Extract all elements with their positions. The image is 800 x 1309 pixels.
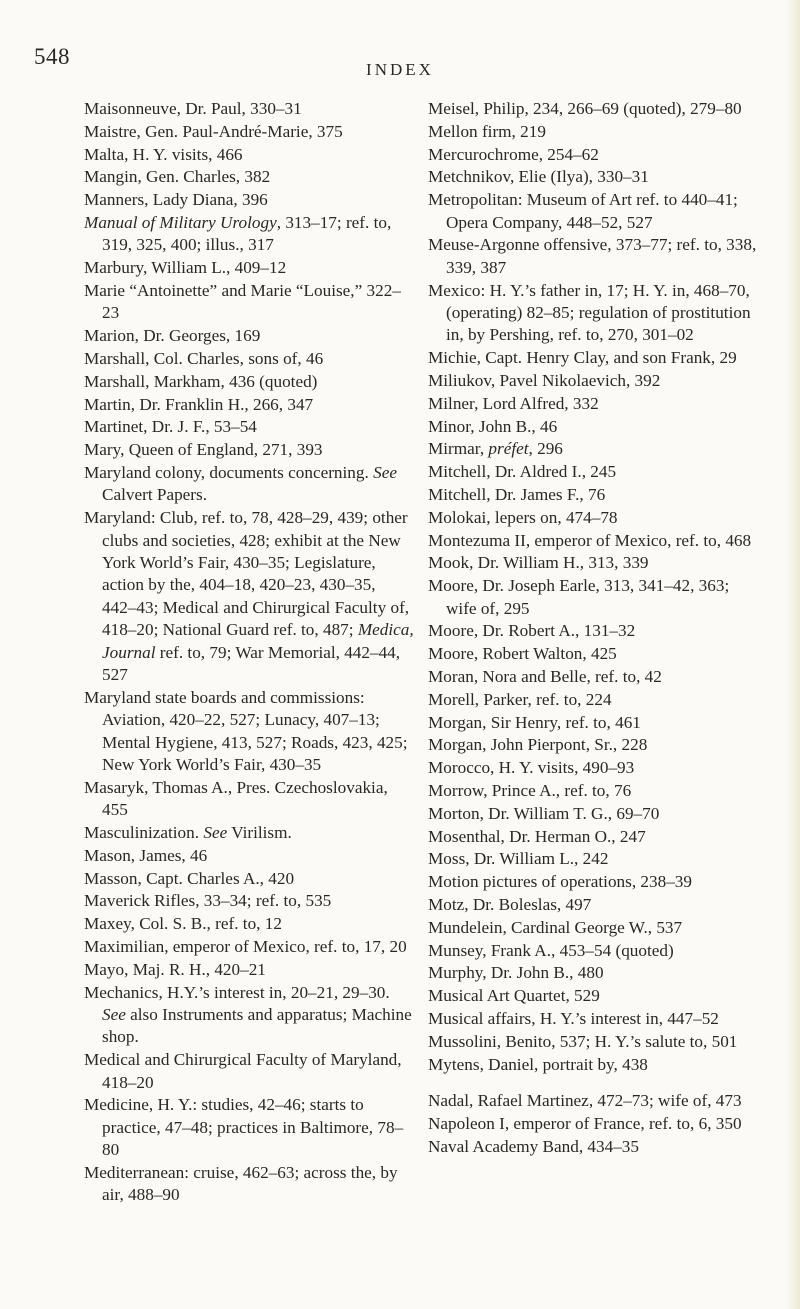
index-entry-text: Mirmar, (428, 439, 489, 459)
index-entry-text: Maryland: Club, ref. to, 78, 428–29, 439; other clubs and societies, 428; exhibit at the New York World’s Fair, 430–35; Legislature, action by the, 404–18, 420–23, 430–35, 442–43; Medical and Chirurgical Faculty of, 418–20; National Guard ref. to, 487; (84, 508, 410, 640)
index-entry (84, 936, 414, 958)
index-entry-text: Mellon firm, 219 (428, 121, 546, 141)
index-entry (428, 121, 760, 143)
index-entry (84, 777, 414, 822)
index-entry-text: Maximilian, emperor of Mexico, ref. to, 17, 20 (84, 937, 407, 957)
index-entry (428, 826, 760, 848)
index-entry (84, 166, 414, 188)
index-entry-text: Mitchell, Dr. James F., 76 (428, 484, 606, 504)
index-entry (84, 144, 414, 166)
index-entry-text: Milner, Lord Alfred, 332 (428, 393, 599, 413)
index-entry (84, 1162, 414, 1207)
page-number: 548 (34, 44, 70, 69)
index-entry (84, 868, 414, 890)
index-entry (428, 1090, 760, 1112)
index-entry-text: Naval Academy Band, 434–35 (428, 1136, 639, 1156)
index-entry-text: , 296 (528, 439, 563, 459)
index-entry-text: Masaryk, Thomas A., Pres. Czechoslovakia, 455 (84, 777, 388, 820)
index-entry (428, 1136, 760, 1158)
index-entry-text: Mary, Queen of England, 271, 393 (84, 440, 323, 460)
index-entry-italic-text: Manual of Military Urology (84, 212, 277, 232)
index-entry-text: also Instruments and apparatus; Machine shop. (102, 1005, 412, 1047)
index-entry-text: Morton, Dr. William T. G., 69–70 (428, 803, 660, 823)
index-entry-text: Martinet, Dr. J. F., 53–54 (84, 417, 257, 437)
index-entry-text: Moran, Nora and Belle, ref. to, 42 (428, 666, 662, 686)
index-column-right (428, 98, 760, 1159)
index-entry (84, 687, 414, 777)
index-column-left (84, 98, 414, 1207)
index-entry (428, 712, 760, 734)
index-entry-text: Molokai, lepers on, 474–78 (428, 507, 618, 527)
index-entry (428, 848, 760, 870)
index-entry-text: Napoleon I, emperor of France, ref. to, 6, 350 (428, 1114, 742, 1134)
page-title: INDEX (366, 60, 434, 79)
index-entry (84, 1049, 414, 1094)
index-entry-text: Mook, Dr. William H., 313, 339 (428, 553, 649, 573)
index-entry (84, 371, 414, 393)
index-entry-text: Marbury, William L., 409–12 (84, 258, 287, 278)
index-entry-text: Marion, Dr. Georges, 169 (84, 326, 261, 346)
index-entry (428, 370, 760, 392)
index-entry (84, 462, 414, 507)
index-entry (84, 325, 414, 347)
index-entry (84, 845, 414, 867)
index-entry-text: Maverick Rifles, 33–34; ref. to, 535 (84, 891, 332, 911)
index-entry-text: Medical and Chirurgical Faculty of Maryland, 418–20 (84, 1050, 402, 1092)
index-entry-text: Moore, Dr. Joseph Earle, 313, 341–42, 363; wife of, 295 (428, 576, 730, 618)
index-entry-text: Marshall, Col. Charles, sons of, 46 (84, 348, 324, 368)
index-entry-text: , 313–17; ref. to, 319, 325, 400; illus., 317 (102, 212, 392, 255)
index-entry-text: Miliukov, Pavel Nikolaevich, 392 (428, 371, 661, 390)
index-entry (428, 98, 760, 120)
index-entry (84, 189, 414, 211)
index-entry-text: Meisel, Philip, 234, 266–69 (quoted), 279–80 (428, 99, 742, 118)
index-entry-text: Moss, Dr. William L., 242 (428, 849, 609, 869)
index-entry-text: Nadal, Rafael Martinez, 472–73; wife of, 473 (428, 1091, 742, 1111)
index-entry-text: Minor, John B., 46 (428, 416, 558, 436)
index-entry-text: Masson, Capt. Charles A., 420 (84, 868, 295, 888)
index-entry-italic-text: See (102, 1005, 126, 1025)
index-entry-text: Metropolitan: Museum of Art ref. to 440–41; Opera Company, 448–52, 527 (428, 190, 738, 232)
index-entry-text: Mundelein, Cardinal George W., 537 (428, 917, 683, 937)
index-entry-text: Maryland state boards and commissions: Aviation, 420–22, 527; Lunacy, 407–13; Mental Hygiene, 413, 527; Roads, 423, 425; New York World’s Fair, 430–35 (84, 687, 408, 775)
index-entry-text: Masculinization. (84, 823, 204, 843)
index-entry (428, 280, 760, 347)
index-entry (84, 439, 414, 461)
index-entry (428, 1031, 760, 1053)
index-entry (84, 121, 414, 143)
index-entry-text: Mussolini, Benito, 537; H. Y.’s salute to, 501 (428, 1031, 738, 1051)
index-entry (84, 416, 414, 438)
index-entry (428, 347, 760, 369)
index-entry (428, 803, 760, 825)
index-entry (84, 348, 414, 370)
index-entry-text: Musical Art Quartet, 529 (428, 986, 600, 1006)
index-entry (428, 166, 760, 188)
index-entry-text: Mangin, Gen. Charles, 382 (84, 167, 271, 187)
index-entry-italic-text: See (203, 823, 228, 843)
index-entry-text: Mytens, Daniel, portrait by, 438 (428, 1054, 648, 1074)
index-entry (428, 940, 760, 962)
index-entry-text: Mechanics, H.Y.’s interest in, 20–21, 29–30. (84, 982, 390, 1002)
index-entry-text: Montezuma II, emperor of Mexico, ref. to, 468 (428, 530, 752, 550)
index-entry (428, 461, 760, 483)
index-entry-text: Motion pictures of operations, 238–39 (428, 872, 692, 892)
index-entry (84, 822, 414, 844)
index-entry-text: Motz, Dr. Boleslas, 497 (428, 894, 592, 914)
index-entry-text: Medicine, H. Y.: studies, 42–46; starts to practice, 47–48; practices in Baltimore, 78–80 (84, 1095, 404, 1160)
index-entry (84, 507, 414, 686)
index-entry (428, 144, 760, 166)
index-entry (84, 98, 414, 120)
index-entry-text: Morrow, Prince A., ref. to, 76 (428, 780, 632, 800)
index-entry (428, 871, 760, 893)
index-entry (84, 1094, 414, 1161)
index-entry-text: Martin, Dr. Franklin H., 266, 347 (84, 394, 314, 414)
index-entry (84, 890, 414, 912)
index-entry-italic-text: See (373, 462, 397, 482)
index-entry-text: Maxey, Col. S. B., ref. to, 12 (84, 914, 282, 934)
index-entry-text: Michie, Capt. Henry Clay, and son Frank, 29 (428, 348, 737, 368)
index-entry (428, 757, 760, 779)
index-entry-text: ref. to, 79; War Memorial, 442–44, 527 (102, 642, 401, 685)
index-entry (84, 257, 414, 279)
index-entry (84, 212, 414, 257)
index-entry (428, 575, 760, 620)
index-entry-text: Moore, Dr. Robert A., 131–32 (428, 621, 636, 641)
index-entry-text: Morell, Parker, ref. to, 224 (428, 689, 612, 709)
index-entry-text: Maistre, Gen. Paul-André-Marie, 375 (84, 121, 343, 141)
index-entry (428, 1113, 760, 1135)
index-entry (428, 507, 760, 529)
index-entry (428, 643, 760, 665)
index-entry (428, 234, 760, 279)
index-entry (428, 438, 760, 460)
index-entry (428, 393, 760, 415)
index-entry (428, 689, 760, 711)
index-entry-text: Mason, James, 46 (84, 845, 208, 865)
index-entry-text: Moore, Robert Walton, 425 (428, 644, 617, 664)
index-entry (428, 620, 760, 642)
index-entry-text: Meuse-Argonne offensive, 373–77; ref. to, 338, 339, 387 (428, 235, 757, 277)
index-entry-text: Munsey, Frank A., 453–54 (quoted) (428, 940, 674, 960)
index-entry (428, 917, 760, 939)
index-entry (428, 780, 760, 802)
index-entry-text: Morgan, John Pierpont, Sr., 228 (428, 735, 648, 755)
index-entry-text: Murphy, Dr. John B., 480 (428, 963, 604, 983)
index-entry-text: Marshall, Markham, 436 (quoted) (84, 371, 318, 391)
index-entry (428, 894, 760, 916)
index-entry (428, 1008, 760, 1030)
index-entry (428, 189, 760, 234)
letter-section-gap (428, 1076, 760, 1090)
index-entry (84, 280, 414, 325)
index-entry-text: Maisonneuve, Dr. Paul, 330–31 (84, 99, 302, 118)
index-entry-text: Mitchell, Dr. Aldred I., 245 (428, 462, 617, 482)
index-entry (428, 666, 760, 688)
index-entry-text: Mercurochrome, 254–62 (428, 144, 599, 164)
index-entry (84, 913, 414, 935)
index-entry (428, 734, 760, 756)
index-entry (428, 484, 760, 506)
index-entry (428, 1054, 760, 1076)
index-entry-text: Marie “Antoinette” and Marie “Louise,” 322–23 (84, 280, 401, 323)
index-entry (84, 982, 414, 1049)
index-entry (428, 416, 760, 438)
index-entry-text: Maryland colony, documents concerning. (84, 462, 374, 482)
index-entry (84, 394, 414, 416)
index-entry-text: Morgan, Sir Henry, ref. to, 461 (428, 712, 641, 732)
index-entry-text: Mayo, Maj. R. H., 420–21 (84, 959, 266, 979)
index-entry (84, 959, 414, 981)
index-entry (428, 552, 760, 574)
index-entry-text: Morocco, H. Y. visits, 490–93 (428, 758, 635, 778)
index-entry-text: Manners, Lady Diana, 396 (84, 190, 268, 210)
index-entry-text: Calvert Papers. (102, 485, 208, 505)
index-entry-text: Musical affairs, H. Y.’s interest in, 447–52 (428, 1008, 719, 1028)
index-entry-text: Mosenthal, Dr. Herman O., 247 (428, 826, 646, 846)
index-entry-italic-text: Medica, Journal (102, 620, 414, 662)
index-entry-text: Mexico: H. Y.’s father in, 17; H. Y. in, 468–70, (operating) 82–85; regulation of prostitution in, by Pershing, ref. to, 270, 301–02 (428, 280, 751, 345)
index-entry-text: Metchnikov, Elie (Ilya), 330–31 (428, 167, 649, 187)
index-entry-text: Mediterranean: cruise, 462–63; across the, by air, 488–90 (84, 1163, 398, 1205)
index-entry-italic-text: préfet (488, 439, 529, 459)
index-entry-text: Malta, H. Y. visits, 466 (84, 144, 243, 164)
index-entry (428, 985, 760, 1007)
index-entry (428, 530, 760, 552)
index-entry-text: Virilism. (227, 823, 292, 843)
page-edge-shadow (786, 0, 800, 1309)
index-entry (428, 962, 760, 984)
